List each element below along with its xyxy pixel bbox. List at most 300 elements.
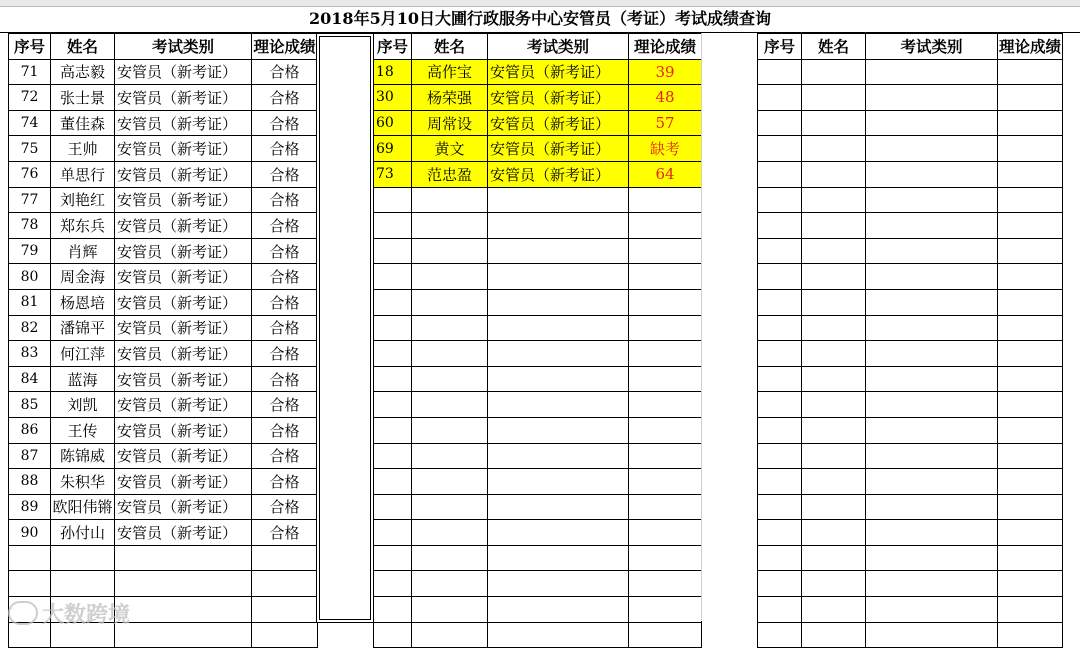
cell-name[interactable]: 王传 bbox=[51, 417, 115, 443]
table-row bbox=[374, 392, 702, 418]
cell-type-empty[interactable] bbox=[866, 315, 998, 341]
cell-score-empty[interactable] bbox=[998, 238, 1063, 264]
header-no[interactable]: 序号 bbox=[9, 34, 51, 60]
cell-no-empty[interactable] bbox=[758, 85, 802, 111]
cell-no[interactable]: 72 bbox=[9, 85, 51, 111]
cell-no[interactable]: 18 bbox=[374, 59, 412, 85]
cell-no-empty[interactable] bbox=[758, 597, 802, 623]
cell-no-empty[interactable] bbox=[374, 187, 412, 213]
cell-name-empty[interactable] bbox=[412, 622, 488, 648]
cell-name-empty[interactable] bbox=[802, 494, 866, 520]
cell-score[interactable]: 合格 bbox=[252, 161, 318, 187]
cell-no-empty[interactable] bbox=[758, 59, 802, 85]
cell-score-empty[interactable] bbox=[998, 571, 1063, 597]
cell-name-empty[interactable] bbox=[802, 264, 866, 290]
cell-type[interactable]: 安管员（新考证） bbox=[115, 187, 252, 213]
cell-no-empty[interactable] bbox=[758, 520, 802, 546]
cell-no-empty[interactable] bbox=[758, 136, 802, 162]
cell-type-empty[interactable] bbox=[866, 520, 998, 546]
cell-name[interactable]: 潘锦平 bbox=[51, 315, 115, 341]
cell-name-empty[interactable] bbox=[802, 341, 866, 367]
cell-type-empty[interactable] bbox=[115, 622, 252, 648]
cell-no-empty[interactable] bbox=[758, 443, 802, 469]
cell-type[interactable]: 安管员（新考证） bbox=[115, 341, 252, 367]
cell-type-empty[interactable] bbox=[488, 545, 629, 571]
cell-no[interactable]: 79 bbox=[9, 238, 51, 264]
cell-no[interactable]: 88 bbox=[9, 469, 51, 495]
cell-score-empty[interactable] bbox=[629, 315, 702, 341]
cell-score[interactable]: 合格 bbox=[252, 136, 318, 162]
cell-name[interactable]: 杨荣强 bbox=[412, 85, 488, 111]
cell-name-empty[interactable] bbox=[412, 264, 488, 290]
cell-type[interactable]: 安管员（新考证） bbox=[115, 494, 252, 520]
cell-name[interactable]: 董佳森 bbox=[51, 110, 115, 136]
cell-score-empty[interactable] bbox=[998, 315, 1063, 341]
cell-name-empty[interactable] bbox=[802, 366, 866, 392]
cell-type-empty[interactable] bbox=[866, 494, 998, 520]
cell-type[interactable]: 安管员（新考证） bbox=[115, 110, 252, 136]
table-row bbox=[9, 392, 318, 418]
cell-name-empty[interactable] bbox=[412, 469, 488, 495]
cell-no-empty[interactable] bbox=[374, 622, 412, 648]
cell-no-empty[interactable] bbox=[758, 392, 802, 418]
cell-score[interactable]: 合格 bbox=[252, 264, 318, 290]
cell-type[interactable]: 安管员（新考证） bbox=[115, 392, 252, 418]
cell-type-empty[interactable] bbox=[866, 161, 998, 187]
cell-type-empty[interactable] bbox=[866, 545, 998, 571]
cell-no-empty[interactable] bbox=[374, 366, 412, 392]
cell-type-empty[interactable] bbox=[866, 289, 998, 315]
cell-no-empty[interactable] bbox=[758, 187, 802, 213]
cell-type[interactable]: 安管员（新考证） bbox=[115, 85, 252, 111]
cell-name-empty[interactable] bbox=[802, 622, 866, 648]
cell-type[interactable]: 安管员（新考证） bbox=[115, 238, 252, 264]
cell-type[interactable]: 安管员（新考证） bbox=[115, 264, 252, 290]
cell-score[interactable]: 合格 bbox=[252, 289, 318, 315]
header-type[interactable]: 考试类别 bbox=[866, 34, 998, 60]
cell-no[interactable]: 78 bbox=[9, 213, 51, 239]
watermark bbox=[8, 598, 130, 629]
cell-name[interactable]: 欧阳伟锵 bbox=[51, 494, 115, 520]
cell-no-empty[interactable] bbox=[374, 315, 412, 341]
header-score[interactable]: 理论成绩 bbox=[998, 34, 1063, 60]
cell-score-empty[interactable] bbox=[998, 622, 1063, 648]
cell-type-empty[interactable] bbox=[866, 469, 998, 495]
cell-type[interactable]: 安管员（新考证） bbox=[488, 110, 629, 136]
cell-score-empty[interactable] bbox=[629, 571, 702, 597]
cell-name[interactable]: 陈锦威 bbox=[51, 443, 115, 469]
cell-no[interactable]: 69 bbox=[374, 136, 412, 162]
cell-type-empty[interactable] bbox=[488, 366, 629, 392]
cell-name-empty[interactable] bbox=[802, 213, 866, 239]
cell-type-empty[interactable] bbox=[488, 494, 629, 520]
cell-name[interactable]: 单思行 bbox=[51, 161, 115, 187]
cell-no-empty[interactable] bbox=[374, 494, 412, 520]
cell-name-empty[interactable] bbox=[412, 520, 488, 546]
cell-type-empty[interactable] bbox=[866, 110, 998, 136]
cell-name[interactable]: 肖辉 bbox=[51, 238, 115, 264]
cell-name-empty[interactable] bbox=[412, 443, 488, 469]
cell-name[interactable]: 郑东兵 bbox=[51, 213, 115, 239]
cell-name-empty[interactable] bbox=[412, 289, 488, 315]
cell-score-empty[interactable] bbox=[629, 417, 702, 443]
table-row bbox=[9, 366, 318, 392]
cell-score-empty[interactable] bbox=[998, 341, 1063, 367]
cell-score-empty[interactable] bbox=[629, 469, 702, 495]
cell-no[interactable]: 86 bbox=[9, 417, 51, 443]
cell-type-empty[interactable] bbox=[866, 366, 998, 392]
cell-type-empty[interactable] bbox=[488, 520, 629, 546]
cell-score-empty[interactable] bbox=[252, 622, 318, 648]
cell-name[interactable]: 范忠盈 bbox=[412, 161, 488, 187]
table-row bbox=[9, 571, 318, 597]
cell-name-empty[interactable] bbox=[412, 213, 488, 239]
cell-name[interactable]: 刘艳红 bbox=[51, 187, 115, 213]
cell-type[interactable]: 安管员（新考证） bbox=[115, 59, 252, 85]
cell-type[interactable]: 安管员（新考证） bbox=[115, 417, 252, 443]
cell-name-empty[interactable] bbox=[51, 571, 115, 597]
cell-score-empty[interactable] bbox=[629, 545, 702, 571]
cell-type-empty[interactable] bbox=[866, 187, 998, 213]
cell-score-empty[interactable] bbox=[998, 417, 1063, 443]
cell-type-empty[interactable] bbox=[866, 85, 998, 111]
cell-score-empty[interactable] bbox=[998, 545, 1063, 571]
header-name[interactable]: 姓名 bbox=[802, 34, 866, 60]
cell-score[interactable]: 39 bbox=[629, 59, 702, 85]
cell-score-empty[interactable] bbox=[998, 597, 1063, 623]
table-row bbox=[374, 341, 702, 367]
cell-type-empty[interactable] bbox=[866, 417, 998, 443]
cell-name-empty[interactable] bbox=[412, 417, 488, 443]
header-score[interactable]: 理论成绩 bbox=[629, 34, 702, 60]
cell-score[interactable]: 64 bbox=[629, 161, 702, 187]
cell-type-empty[interactable] bbox=[866, 341, 998, 367]
cell-no[interactable]: 80 bbox=[9, 264, 51, 290]
cell-no-empty[interactable] bbox=[374, 469, 412, 495]
cell-no-empty[interactable] bbox=[758, 213, 802, 239]
table-row bbox=[758, 315, 1063, 341]
cell-score[interactable]: 合格 bbox=[252, 392, 318, 418]
cell-no[interactable]: 71 bbox=[9, 59, 51, 85]
cell-name-empty[interactable] bbox=[51, 545, 115, 571]
cell-score-empty[interactable] bbox=[252, 597, 318, 623]
cell-no[interactable]: 89 bbox=[9, 494, 51, 520]
cell-type-empty[interactable] bbox=[488, 289, 629, 315]
cell-type-empty[interactable] bbox=[115, 597, 252, 623]
table-row bbox=[374, 59, 702, 85]
cell-score-empty[interactable] bbox=[998, 469, 1063, 495]
cell-name-empty[interactable] bbox=[412, 571, 488, 597]
cell-type[interactable]: 安管员（新考证） bbox=[115, 520, 252, 546]
cell-name-empty[interactable] bbox=[412, 597, 488, 623]
cell-score-empty[interactable] bbox=[252, 545, 318, 571]
cell-name-empty[interactable] bbox=[412, 315, 488, 341]
cell-name[interactable]: 朱积华 bbox=[51, 469, 115, 495]
cell-score-empty[interactable] bbox=[998, 187, 1063, 213]
cell-name[interactable]: 周常设 bbox=[412, 110, 488, 136]
cell-type[interactable]: 安管员（新考证） bbox=[115, 366, 252, 392]
cell-name-empty[interactable] bbox=[802, 85, 866, 111]
cell-score-empty[interactable] bbox=[998, 289, 1063, 315]
cell-no-empty[interactable] bbox=[374, 213, 412, 239]
cell-type-empty[interactable] bbox=[866, 238, 998, 264]
cell-no-empty[interactable] bbox=[374, 289, 412, 315]
cell-no-empty[interactable] bbox=[758, 622, 802, 648]
cell-type-empty[interactable] bbox=[866, 622, 998, 648]
cell-type-empty[interactable] bbox=[488, 213, 629, 239]
cell-name-empty[interactable] bbox=[802, 417, 866, 443]
cell-score-empty[interactable] bbox=[629, 238, 702, 264]
cell-no[interactable]: 87 bbox=[9, 443, 51, 469]
cell-score-empty[interactable] bbox=[629, 341, 702, 367]
cell-no-empty[interactable] bbox=[758, 417, 802, 443]
cell-no-empty[interactable] bbox=[758, 469, 802, 495]
cell-no-empty[interactable] bbox=[758, 110, 802, 136]
cell-type[interactable]: 安管员（新考证） bbox=[115, 161, 252, 187]
cell-name[interactable]: 孙付山 bbox=[51, 520, 115, 546]
cell-no[interactable]: 84 bbox=[9, 366, 51, 392]
cell-name-empty[interactable] bbox=[802, 392, 866, 418]
cell-score-empty[interactable] bbox=[629, 392, 702, 418]
cell-type-empty[interactable] bbox=[866, 443, 998, 469]
cell-score-empty[interactable] bbox=[629, 289, 702, 315]
cell-score[interactable]: 合格 bbox=[252, 238, 318, 264]
cell-no-empty[interactable] bbox=[374, 392, 412, 418]
cell-score[interactable]: 缺考 bbox=[629, 136, 702, 162]
cell-type-empty[interactable] bbox=[488, 264, 629, 290]
cell-type-empty[interactable] bbox=[488, 392, 629, 418]
cell-no-empty[interactable] bbox=[374, 571, 412, 597]
cell-name-empty[interactable] bbox=[412, 187, 488, 213]
cell-score-empty[interactable] bbox=[998, 494, 1063, 520]
cell-name-empty[interactable] bbox=[412, 341, 488, 367]
cell-no[interactable]: 75 bbox=[9, 136, 51, 162]
cell-type-empty[interactable] bbox=[488, 622, 629, 648]
cell-type-empty[interactable] bbox=[866, 136, 998, 162]
table-row bbox=[9, 443, 318, 469]
cell-score[interactable]: 合格 bbox=[252, 341, 318, 367]
cell-score-empty[interactable] bbox=[998, 110, 1063, 136]
cell-name-empty[interactable] bbox=[802, 59, 866, 85]
table-row bbox=[9, 187, 318, 213]
cell-score-empty[interactable] bbox=[998, 136, 1063, 162]
cell-no-empty[interactable] bbox=[758, 494, 802, 520]
header-score[interactable]: 理论成绩 bbox=[252, 34, 318, 60]
cell-type-empty[interactable] bbox=[866, 571, 998, 597]
cell-name-empty[interactable] bbox=[802, 315, 866, 341]
cell-no-empty[interactable] bbox=[374, 545, 412, 571]
cell-type[interactable]: 安管员（新考证） bbox=[115, 443, 252, 469]
cell-score-empty[interactable] bbox=[252, 571, 318, 597]
cell-no-empty[interactable] bbox=[374, 264, 412, 290]
cell-name-empty[interactable] bbox=[412, 238, 488, 264]
cell-score[interactable]: 合格 bbox=[252, 187, 318, 213]
cell-no[interactable]: 90 bbox=[9, 520, 51, 546]
cell-name-empty[interactable] bbox=[802, 110, 866, 136]
cell-no[interactable]: 83 bbox=[9, 341, 51, 367]
cell-score[interactable]: 合格 bbox=[252, 213, 318, 239]
cell-name-empty[interactable] bbox=[802, 187, 866, 213]
cell-no-empty[interactable] bbox=[758, 366, 802, 392]
cell-no-empty[interactable] bbox=[758, 341, 802, 367]
cell-score-empty[interactable] bbox=[629, 443, 702, 469]
cell-type-empty[interactable] bbox=[488, 443, 629, 469]
cell-name[interactable]: 杨恩培 bbox=[51, 289, 115, 315]
cell-score-empty[interactable] bbox=[998, 85, 1063, 111]
cell-score-empty[interactable] bbox=[629, 366, 702, 392]
header-name[interactable]: 姓名 bbox=[51, 34, 115, 60]
cell-score-empty[interactable] bbox=[998, 392, 1063, 418]
cell-type-empty[interactable] bbox=[488, 315, 629, 341]
cell-no-empty[interactable] bbox=[758, 545, 802, 571]
cell-name-empty[interactable] bbox=[802, 136, 866, 162]
cell-no-empty[interactable] bbox=[758, 161, 802, 187]
header-no[interactable]: 序号 bbox=[758, 34, 802, 60]
cell-type[interactable]: 安管员（新考证） bbox=[488, 136, 629, 162]
cell-score[interactable]: 合格 bbox=[252, 443, 318, 469]
cell-no-empty[interactable] bbox=[374, 238, 412, 264]
cell-no-empty[interactable] bbox=[374, 520, 412, 546]
cell-type[interactable]: 安管员（新考证） bbox=[115, 213, 252, 239]
header-type[interactable]: 考试类别 bbox=[488, 34, 629, 60]
cell-type-empty[interactable] bbox=[488, 417, 629, 443]
cell-score[interactable]: 57 bbox=[629, 110, 702, 136]
cell-score[interactable]: 合格 bbox=[252, 59, 318, 85]
cell-score[interactable]: 合格 bbox=[252, 494, 318, 520]
cell-score-empty[interactable] bbox=[998, 213, 1063, 239]
cell-type-empty[interactable] bbox=[488, 597, 629, 623]
cell-no[interactable]: 76 bbox=[9, 161, 51, 187]
cell-score-empty[interactable] bbox=[998, 161, 1063, 187]
cell-no[interactable]: 77 bbox=[9, 187, 51, 213]
cell-no-empty[interactable] bbox=[374, 597, 412, 623]
cell-score[interactable]: 合格 bbox=[252, 520, 318, 546]
cell-name-empty[interactable] bbox=[412, 366, 488, 392]
cell-name-empty[interactable] bbox=[802, 443, 866, 469]
header-row bbox=[758, 34, 1063, 60]
table-row bbox=[374, 571, 702, 597]
cell-score-empty[interactable] bbox=[629, 264, 702, 290]
cell-type-empty[interactable] bbox=[488, 238, 629, 264]
table-row bbox=[758, 545, 1063, 571]
cell-type-empty[interactable] bbox=[115, 571, 252, 597]
cell-score-empty[interactable] bbox=[629, 494, 702, 520]
left-score-table bbox=[8, 33, 318, 648]
cell-no-empty[interactable] bbox=[9, 571, 51, 597]
cell-type[interactable]: 安管员（新考证） bbox=[115, 469, 252, 495]
cell-no[interactable]: 60 bbox=[374, 110, 412, 136]
cell-type-empty[interactable] bbox=[866, 264, 998, 290]
header-no[interactable]: 序号 bbox=[374, 34, 412, 60]
cell-no[interactable]: 74 bbox=[9, 110, 51, 136]
cell-type-empty[interactable] bbox=[488, 571, 629, 597]
cell-type-empty[interactable] bbox=[866, 392, 998, 418]
cell-name-empty[interactable] bbox=[802, 520, 866, 546]
cell-type[interactable]: 安管员（新考证） bbox=[115, 315, 252, 341]
cell-name[interactable]: 张士景 bbox=[51, 85, 115, 111]
cell-name-empty[interactable] bbox=[412, 392, 488, 418]
cell-no-empty[interactable] bbox=[374, 417, 412, 443]
cell-score[interactable]: 合格 bbox=[252, 315, 318, 341]
header-type[interactable]: 考试类别 bbox=[115, 34, 252, 60]
cell-no[interactable]: 82 bbox=[9, 315, 51, 341]
cell-name-empty[interactable] bbox=[802, 469, 866, 495]
cell-no-empty[interactable] bbox=[758, 238, 802, 264]
cell-type-empty[interactable] bbox=[866, 59, 998, 85]
cell-no-empty[interactable] bbox=[9, 545, 51, 571]
cell-type[interactable]: 安管员（新考证） bbox=[115, 136, 252, 162]
cell-score[interactable]: 合格 bbox=[252, 85, 318, 111]
cell-score-empty[interactable] bbox=[629, 597, 702, 623]
cell-score-empty[interactable] bbox=[629, 187, 702, 213]
cell-type-empty[interactable] bbox=[488, 469, 629, 495]
cell-score-empty[interactable] bbox=[998, 520, 1063, 546]
cell-score-empty[interactable] bbox=[998, 59, 1063, 85]
cell-no-empty[interactable] bbox=[758, 315, 802, 341]
cell-no[interactable]: 30 bbox=[374, 85, 412, 111]
cell-type[interactable]: 安管员（新考证） bbox=[488, 161, 629, 187]
cell-name[interactable]: 周金海 bbox=[51, 264, 115, 290]
cell-type-empty[interactable] bbox=[866, 597, 998, 623]
cell-score[interactable]: 48 bbox=[629, 85, 702, 111]
header-name[interactable]: 姓名 bbox=[412, 34, 488, 60]
cell-name[interactable]: 高志毅 bbox=[51, 59, 115, 85]
cell-name-empty[interactable] bbox=[412, 494, 488, 520]
cell-name[interactable]: 何江萍 bbox=[51, 341, 115, 367]
cell-name-empty[interactable] bbox=[802, 545, 866, 571]
cell-score[interactable]: 合格 bbox=[252, 366, 318, 392]
cell-score-empty[interactable] bbox=[998, 264, 1063, 290]
cell-name-empty[interactable] bbox=[802, 238, 866, 264]
cell-type-empty[interactable] bbox=[488, 341, 629, 367]
cell-type-empty[interactable] bbox=[866, 213, 998, 239]
cell-no[interactable]: 81 bbox=[9, 289, 51, 315]
cell-no-empty[interactable] bbox=[758, 289, 802, 315]
cell-type[interactable]: 安管员（新考证） bbox=[115, 289, 252, 315]
cell-score-empty[interactable] bbox=[998, 443, 1063, 469]
cell-name-empty[interactable] bbox=[412, 545, 488, 571]
cell-name-empty[interactable] bbox=[802, 597, 866, 623]
cell-type[interactable]: 安管员（新考证） bbox=[488, 59, 629, 85]
cell-no-empty[interactable] bbox=[758, 571, 802, 597]
cell-no-empty[interactable] bbox=[374, 341, 412, 367]
cell-name[interactable]: 蓝海 bbox=[51, 366, 115, 392]
cell-score-empty[interactable] bbox=[998, 366, 1063, 392]
cell-name-empty[interactable] bbox=[802, 289, 866, 315]
cell-score-empty[interactable] bbox=[629, 622, 702, 648]
cell-name-empty[interactable] bbox=[802, 161, 866, 187]
cell-no[interactable]: 85 bbox=[9, 392, 51, 418]
cell-name[interactable]: 刘凯 bbox=[51, 392, 115, 418]
cell-score-empty[interactable] bbox=[629, 213, 702, 239]
cell-score-empty[interactable] bbox=[629, 520, 702, 546]
cell-no-empty[interactable] bbox=[758, 264, 802, 290]
cell-no[interactable]: 73 bbox=[374, 161, 412, 187]
cell-score[interactable]: 合格 bbox=[252, 110, 318, 136]
cell-type-empty[interactable] bbox=[115, 545, 252, 571]
cell-name[interactable]: 高作宝 bbox=[412, 59, 488, 85]
cell-name[interactable]: 王帅 bbox=[51, 136, 115, 162]
table-row bbox=[758, 85, 1063, 111]
cell-score[interactable]: 合格 bbox=[252, 469, 318, 495]
cell-name-empty[interactable] bbox=[802, 571, 866, 597]
cell-type-empty[interactable] bbox=[488, 187, 629, 213]
cell-name[interactable]: 黄文 bbox=[412, 136, 488, 162]
cell-no-empty[interactable] bbox=[374, 443, 412, 469]
table-row bbox=[758, 341, 1063, 367]
cell-score[interactable]: 合格 bbox=[252, 417, 318, 443]
cell-type[interactable]: 安管员（新考证） bbox=[488, 85, 629, 111]
